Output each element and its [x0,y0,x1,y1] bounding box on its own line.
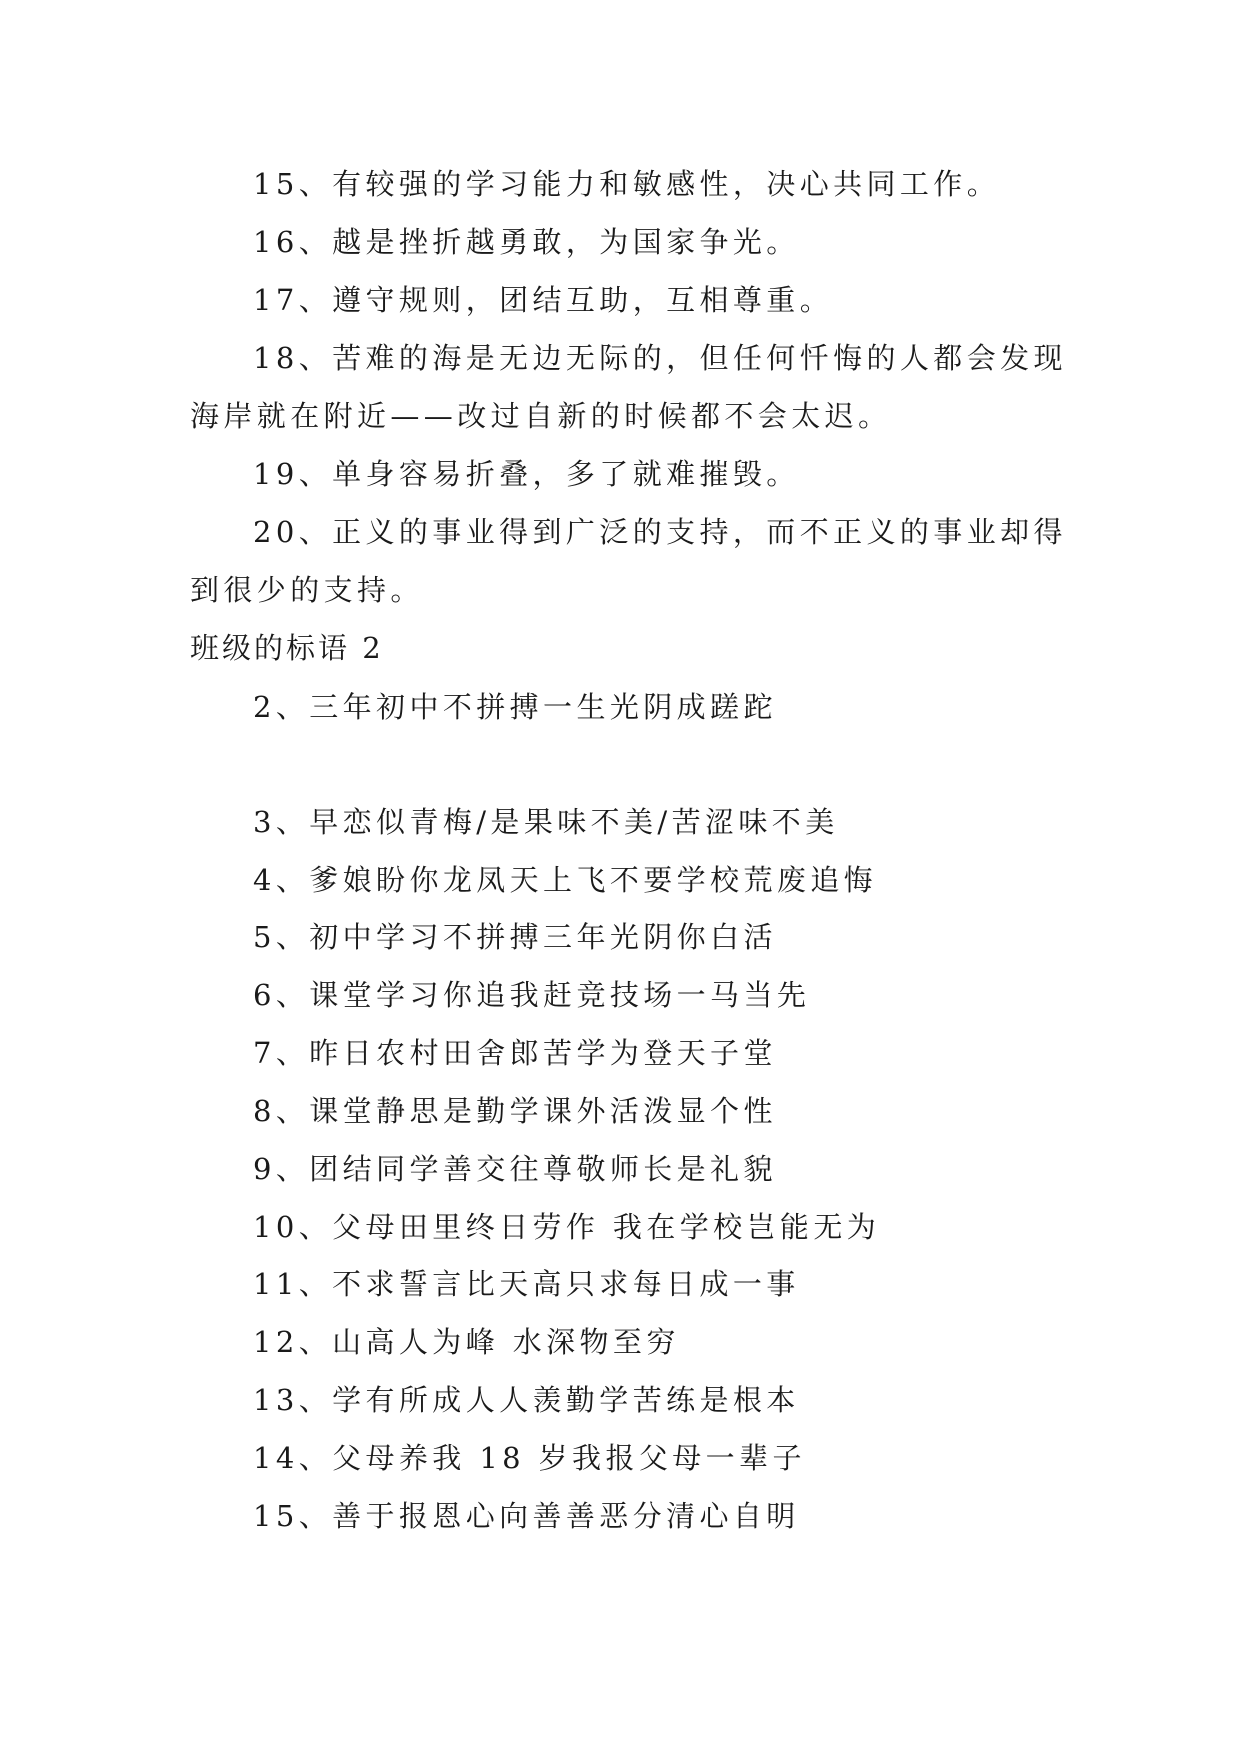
slogan-item-12: 12、山高人为峰 水深物至穷 [253,1325,680,1359]
slogan-item-7: 7、昨日农村田舍郎苦学为登天子堂 [253,1036,777,1070]
slogan-item-2: 2、三年初中不拼搏一生光阴成蹉跎 [253,690,777,724]
slogan-item-8: 8、课堂静思是勤学课外活泼显个性 [253,1094,777,1128]
slogan-item-10: 10、父母田里终日劳作 我在学校岂能无为 [253,1210,881,1244]
paragraph-item-18-line1: 18、苦难的海是无边无际的，但任何忏悔的人都会发现 [253,341,1067,375]
slogan-item-3: 3、早恋似青梅/是果味不美/苦涩味不美 [253,805,839,839]
paragraph-item-15: 15、有较强的学习能力和敏感性，决心共同工作。 [253,167,1001,201]
slogan-item-9: 9、团结同学善交往尊敬师长是礼貌 [253,1152,777,1186]
section-heading: 班级的标语 2 [190,631,384,665]
paragraph-item-18-line2: 海岸就在附近——改过自新的时候都不会太迟。 [190,399,892,433]
slogan-item-6: 6、课堂学习你追我赶竞技场一马当先 [253,978,811,1012]
slogan-item-15: 15、善于报恩心向善善恶分清心自明 [253,1499,800,1533]
paragraph-item-20-line1: 20、正义的事业得到广泛的支持，而不正义的事业却得 [253,515,1067,549]
paragraph-item-16: 16、越是挫折越勇敢，为国家争光。 [253,225,800,259]
slogan-item-11: 11、不求誓言比天高只求每日成一事 [253,1267,800,1301]
slogan-item-4: 4、爹娘盼你龙凤天上飞不要学校荒废追悔 [253,863,878,897]
paragraph-item-19: 19、单身容易折叠，多了就难摧毁。 [253,457,800,491]
slogan-item-14: 14、父母养我 18 岁我报父母一辈子 [253,1441,806,1475]
slogan-item-5: 5、初中学习不拼搏三年光阴你白活 [253,920,777,954]
slogan-item-13: 13、学有所成人人羡勤学苦练是根本 [253,1383,800,1417]
paragraph-item-20-line2: 到很少的支持。 [190,573,424,607]
paragraph-item-17: 17、遵守规则，团结互助，互相尊重。 [253,283,834,317]
